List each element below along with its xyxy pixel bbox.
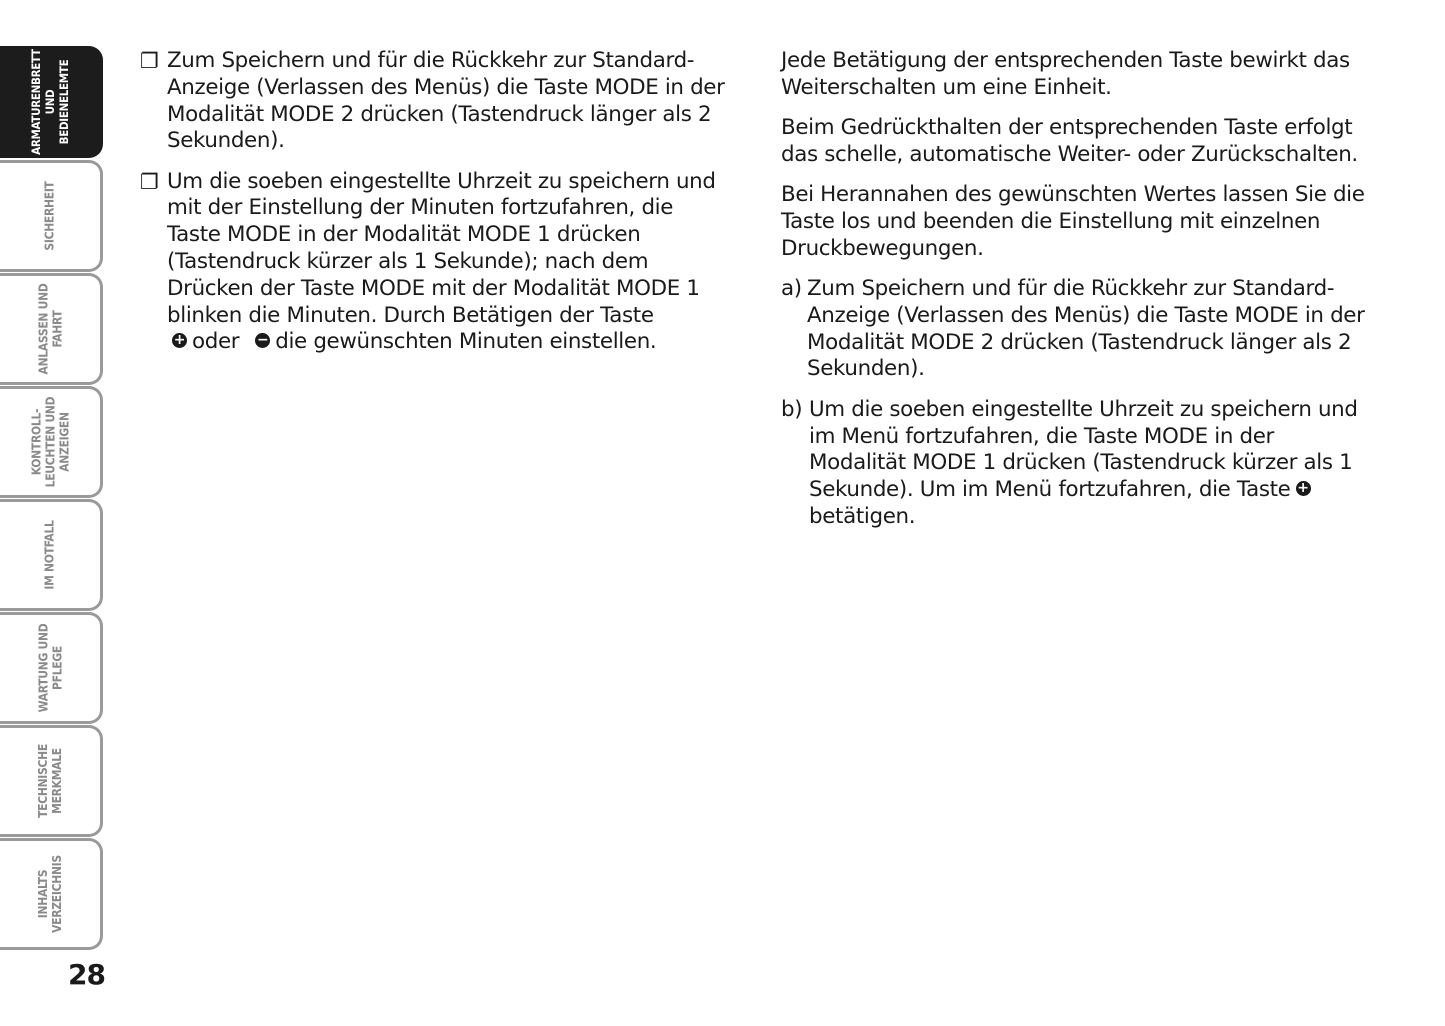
list-item-text: Zum Speichern und für die Rückkehr zur Standard-Anzeige (Verlassen des Menüs) die Taste MODE in der Modalität MODE 2 drücken (Tastendruck länger als 2 Sekunden). [807, 276, 1365, 382]
left-column [140, 48, 725, 370]
tab-label: TECHNISCHE MERKMALE [35, 744, 64, 818]
tab-label: INHALTS VERZEICHNIS [36, 855, 64, 933]
minus-button-icon: − [257, 332, 269, 349]
bullet-text-oder: oder [192, 329, 240, 355]
tab-label: ANLASSEN UND FAHRT [35, 283, 64, 375]
tab-anlassen-und-fahrt[interactable] [0, 273, 103, 385]
list-marker: b) [781, 396, 803, 422]
right-column [781, 48, 1371, 544]
list-item-a [781, 276, 1371, 383]
bullet-item [140, 48, 725, 155]
tab-armaturenbrett[interactable] [0, 46, 103, 158]
tab-label: WARTUNG UND PFLEGE [35, 623, 64, 713]
paragraph: Bei Herannahen des gewünschten Wertes lassen Sie die Taste los und beenden die Einstellung mit einzelnen Druckbewegungen. [781, 182, 1365, 261]
list-item-text: Um die soeben eingestellte Uhrzeit zu speichern und im Menü fortzufahren, die Taste MODE in der Modalität MODE 1 drücken (Tastendruck kürzer als 1 Sekunde). Um im Menü fortzufahren, die Taste [809, 396, 1358, 503]
tab-label: SICHERHEIT [42, 181, 57, 251]
tab-inhaltsverzeichnis[interactable] [0, 838, 103, 950]
tab-kontrollleuchten[interactable] [0, 386, 103, 498]
tab-label: ARMATURENBRETT UND BEDIENELEMTE [29, 49, 71, 155]
bullet-item [140, 169, 725, 357]
tab-sicherheit[interactable] [0, 160, 103, 272]
list-item-b [781, 397, 1371, 531]
list-marker: a) [781, 276, 802, 302]
checkbox-bullet-icon: ❐ [140, 49, 159, 73]
paragraph: Jede Betätigung der entsprechenden Taste bewirkt das Weiterschalten um eine Einheit. [781, 48, 1350, 100]
tab-im-notfall[interactable] [0, 499, 103, 611]
paragraph: Beim Gedrückthalten der entsprechenden Taste erfolgt das schelle, automatische Weiter- oder Zurückschalten. [781, 115, 1358, 167]
tab-label: KONTROLL- LEUCHTEN UND ANZEIGEN [29, 396, 71, 488]
checkbox-bullet-icon: ❐ [140, 169, 159, 194]
plus-button-icon: + [173, 332, 186, 349]
plus-button-icon: + [1297, 480, 1309, 497]
tab-technische-merkmale[interactable] [0, 725, 103, 837]
bullet-text-end: die gewünschten Minuten einstellen. [275, 329, 657, 355]
list-item-text-end: betätigen. [809, 503, 916, 529]
page-number: 28 [68, 958, 105, 991]
bullet-text: Zum Speichern und für die Rückkehr zur Standard-Anzeige (Verlassen des Menüs) die Taste MODE in der Modalität MODE 2 drücken (Tastendruck länger als 2 Sekunden). [167, 48, 725, 154]
tab-label: IM NOTFALL [43, 520, 57, 590]
bullet-text: Um die soeben eingestellte Uhrzeit zu speichern und mit der Einstellung der Minuten fortzufahren, die Taste MODE in der Modalität MODE 1 drücken (Tastendruck kürzer als 1 Sekunde); nach dem Drücken der Taste MODE mit der Modalität MODE 1 blinken die Minuten. Durch Betätigen der Taste [167, 168, 716, 328]
tab-wartung-und-pflege[interactable] [0, 612, 103, 724]
